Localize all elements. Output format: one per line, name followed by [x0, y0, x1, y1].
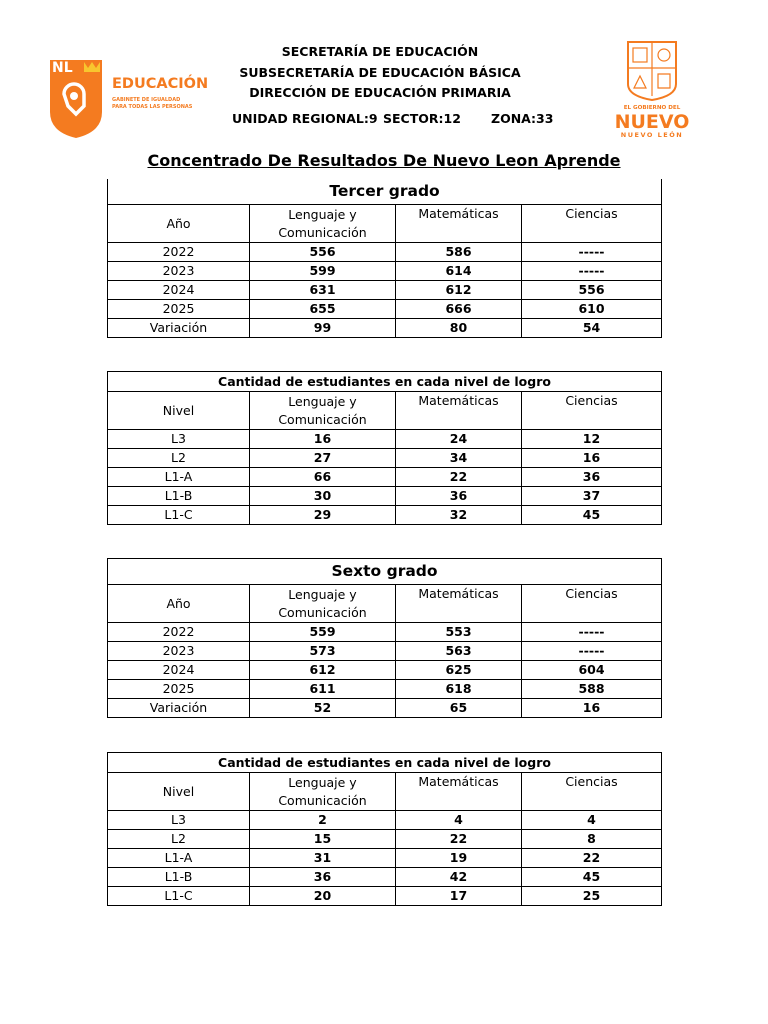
- lenguaje-cell: 559: [250, 623, 396, 642]
- matematicas-cell: 614: [396, 262, 522, 281]
- row-label-cell: L2: [108, 449, 250, 468]
- row-label-cell: L1-B: [108, 487, 250, 506]
- ciencias-cell: 45: [522, 868, 662, 887]
- col-header-lenguaje: Lenguaje y Comunicación: [250, 773, 396, 811]
- col-header-lenguaje: Lenguaje y Comunicación: [250, 585, 396, 623]
- ciencias-cell: -----: [522, 243, 662, 262]
- col-header-lenguaje: Lenguaje y Comunicación: [250, 392, 396, 430]
- lenguaje-cell: 29: [250, 506, 396, 525]
- ciencias-cell: 604: [522, 661, 662, 680]
- header-line-secretaria: SECRETARÍA DE EDUCACIÓN: [281, 44, 479, 59]
- col-header-nivel: Nivel: [108, 392, 250, 430]
- matematicas-cell: 36: [396, 487, 522, 506]
- table-caption: Cantidad de estudiantes en cada nivel de logro: [108, 753, 662, 773]
- matematicas-cell: 65: [396, 699, 522, 718]
- lenguaje-cell: 52: [250, 699, 396, 718]
- lenguaje-cell: 30: [250, 487, 396, 506]
- ciencias-cell: 54: [522, 319, 662, 338]
- lenguaje-cell: 66: [250, 468, 396, 487]
- matematicas-cell: 625: [396, 661, 522, 680]
- table-row: [108, 243, 662, 262]
- matematicas-cell: 19: [396, 849, 522, 868]
- table-row: [108, 319, 662, 338]
- lenguaje-cell: 599: [250, 262, 396, 281]
- matematicas-cell: 42: [396, 868, 522, 887]
- header-line-direccion: DIRECCIÓN DE EDUCACIÓN PRIMARIA: [249, 85, 511, 100]
- ciencias-cell: -----: [522, 262, 662, 281]
- matematicas-cell: 17: [396, 887, 522, 906]
- svg-text:NL: NL: [52, 60, 73, 76]
- lenguaje-cell: 611: [250, 680, 396, 699]
- table-row: [108, 623, 662, 642]
- row-label-cell: L3: [108, 811, 250, 830]
- lenguaje-cell: 20: [250, 887, 396, 906]
- table-row: [108, 830, 662, 849]
- tercer-grado-table: [107, 179, 662, 338]
- col-header-ciencias: Ciencias: [522, 585, 662, 623]
- lenguaje-cell: 36: [250, 868, 396, 887]
- lenguaje-cell: 556: [250, 243, 396, 262]
- lenguaje-cell: 573: [250, 642, 396, 661]
- matematicas-cell: 618: [396, 680, 522, 699]
- document-title: Concentrado De Resultados De Nuevo Leon Aprende: [147, 151, 621, 170]
- row-label-cell: L3: [108, 430, 250, 449]
- matematicas-cell: 24: [396, 430, 522, 449]
- lenguaje-cell: 655: [250, 300, 396, 319]
- ciencias-cell: 25: [522, 887, 662, 906]
- row-label-cell: 2022: [108, 623, 250, 642]
- svg-text:EDUCACIÓN: EDUCACIÓN: [112, 76, 209, 92]
- table-caption: Sexto grado: [108, 559, 662, 585]
- unidad-regional: UNIDAD REGIONAL:9: [232, 111, 378, 126]
- row-label-cell: 2022: [108, 243, 250, 262]
- ciencias-cell: 8: [522, 830, 662, 849]
- col-header-matematicas: Matemáticas: [396, 773, 522, 811]
- matematicas-cell: 666: [396, 300, 522, 319]
- ciencias-cell: 12: [522, 430, 662, 449]
- row-label-cell: Variación: [108, 319, 250, 338]
- row-label-cell: L1-C: [108, 887, 250, 906]
- table-row: [108, 642, 662, 661]
- gobierno-nuevo-leon-logo: [606, 38, 698, 138]
- matematicas-cell: 34: [396, 449, 522, 468]
- row-label-cell: L1-A: [108, 468, 250, 487]
- table-row: [108, 487, 662, 506]
- ciencias-cell: 37: [522, 487, 662, 506]
- lenguaje-cell: 2: [250, 811, 396, 830]
- row-label-cell: Variación: [108, 699, 250, 718]
- ciencias-cell: 45: [522, 506, 662, 525]
- header-line-subsecretaria: SUBSECRETARÍA DE EDUCACIÓN BÁSICA: [239, 64, 521, 80]
- nl-educacion-logo: [48, 58, 218, 138]
- svg-text:NUEVO LEÓN: NUEVO LEÓN: [620, 131, 684, 138]
- col-header-anio: Año: [108, 205, 250, 243]
- row-label-cell: L1-C: [108, 506, 250, 525]
- lenguaje-cell: 16: [250, 430, 396, 449]
- matematicas-cell: 22: [396, 830, 522, 849]
- lenguaje-cell: 15: [250, 830, 396, 849]
- col-header-lenguaje: Lenguaje y Comunicación: [250, 205, 396, 243]
- sector: SECTOR:12: [383, 111, 461, 126]
- table-row: [108, 468, 662, 487]
- ciencias-cell: 610: [522, 300, 662, 319]
- ciencias-cell: -----: [522, 623, 662, 642]
- tercer-grado-logro-table: [107, 371, 662, 525]
- matematicas-cell: 586: [396, 243, 522, 262]
- row-label-cell: 2025: [108, 680, 250, 699]
- border-gap: [108, 178, 148, 181]
- sexto-grado-logro-table: [107, 752, 662, 906]
- table-row: [108, 430, 662, 449]
- svg-text:NUEVO: NUEVO: [614, 111, 690, 133]
- table-row: [108, 699, 662, 718]
- col-header-matematicas: Matemáticas: [396, 205, 522, 243]
- row-label-cell: L2: [108, 830, 250, 849]
- table-row: [108, 449, 662, 468]
- matematicas-cell: 563: [396, 642, 522, 661]
- lenguaje-cell: 612: [250, 661, 396, 680]
- table-row: [108, 300, 662, 319]
- col-header-matematicas: Matemáticas: [396, 392, 522, 430]
- row-label-cell: 2024: [108, 661, 250, 680]
- sexto-grado-table: [107, 558, 662, 718]
- ciencias-cell: 588: [522, 680, 662, 699]
- matematicas-cell: 80: [396, 319, 522, 338]
- table-caption: Tercer grado: [108, 179, 662, 205]
- table-row: [108, 849, 662, 868]
- table-row: [108, 281, 662, 300]
- matematicas-cell: 32: [396, 506, 522, 525]
- zona: ZONA:33: [491, 111, 554, 126]
- table-row: [108, 887, 662, 906]
- table-row: [108, 262, 662, 281]
- table-caption: Cantidad de estudiantes en cada nivel de logro: [108, 372, 662, 392]
- table-row: [108, 868, 662, 887]
- ciencias-cell: 556: [522, 281, 662, 300]
- col-header-ciencias: Ciencias: [522, 392, 662, 430]
- col-header-nivel: Nivel: [108, 773, 250, 811]
- ciencias-cell: 16: [522, 449, 662, 468]
- table-row: [108, 680, 662, 699]
- row-label-cell: 2023: [108, 262, 250, 281]
- svg-text:EL GOBIERNO DEL: EL GOBIERNO DEL: [623, 105, 681, 111]
- table-row: [108, 811, 662, 830]
- row-label-cell: 2025: [108, 300, 250, 319]
- ciencias-cell: 22: [522, 849, 662, 868]
- ciencias-cell: 4: [522, 811, 662, 830]
- row-label-cell: L1-B: [108, 868, 250, 887]
- lenguaje-cell: 99: [250, 319, 396, 338]
- row-label-cell: L1-A: [108, 849, 250, 868]
- lenguaje-cell: 27: [250, 449, 396, 468]
- row-label-cell: 2024: [108, 281, 250, 300]
- table-row: [108, 506, 662, 525]
- col-header-matematicas: Matemáticas: [396, 585, 522, 623]
- col-header-ciencias: Ciencias: [522, 773, 662, 811]
- svg-text:PARA TODAS LAS PERSONAS: PARA TODAS LAS PERSONAS: [112, 104, 193, 110]
- row-label-cell: 2023: [108, 642, 250, 661]
- col-header-ciencias: Ciencias: [522, 205, 662, 243]
- border-gap: [604, 178, 620, 181]
- matematicas-cell: 612: [396, 281, 522, 300]
- lenguaje-cell: 631: [250, 281, 396, 300]
- header-block: [200, 42, 560, 104]
- svg-text:GABINETE DE IGUALDAD: GABINETE DE IGUALDAD: [112, 97, 181, 103]
- table-row: [108, 661, 662, 680]
- matematicas-cell: 22: [396, 468, 522, 487]
- col-header-anio: Año: [108, 585, 250, 623]
- ciencias-cell: 36: [522, 468, 662, 487]
- ciencias-cell: -----: [522, 642, 662, 661]
- lenguaje-cell: 31: [250, 849, 396, 868]
- ciencias-cell: 16: [522, 699, 662, 718]
- matematicas-cell: 4: [396, 811, 522, 830]
- matematicas-cell: 553: [396, 623, 522, 642]
